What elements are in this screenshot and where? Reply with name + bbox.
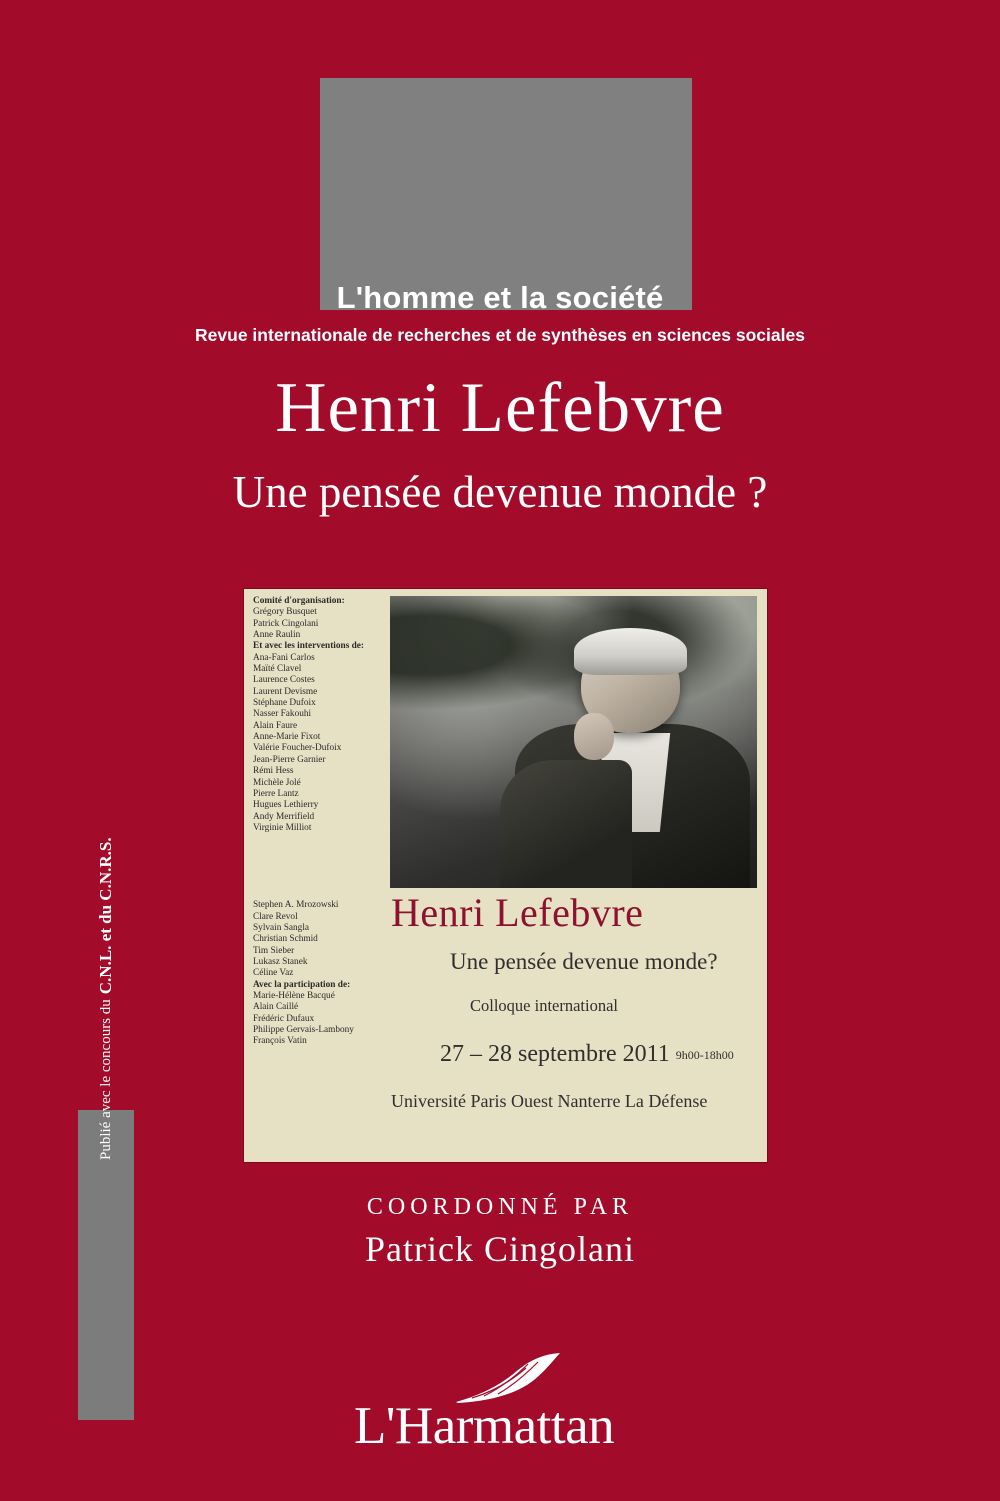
poster-title: Henri Lefebvre — [391, 890, 644, 935]
poster-speaker-name: Pierre Lantz — [253, 788, 299, 799]
poster-speaker-name: Sylvain Sangla — [253, 922, 310, 933]
cnrs-band-strong: C.N.L. et du C.N.R.S. — [96, 837, 115, 995]
journal-title: L'homme et la société — [336, 280, 664, 315]
poster-venue: Université Paris Ouest Nanterre La Défense — [391, 1091, 708, 1111]
poster-committee-name: Anne Raulin — [253, 630, 301, 641]
publisher-name: L'Harmattan — [354, 1397, 615, 1455]
poster-speaker-name: Nasser Fakouhi — [253, 709, 312, 720]
poster-speaker-name: Christian Schmid — [253, 934, 318, 945]
poster-dates-text: 27 – 28 septembre 2011 — [440, 1041, 670, 1067]
publisher-logo — [340, 1352, 670, 1462]
poster-speaker-name: Alain Faure — [253, 720, 298, 731]
coordinator-name: Patrick Cingolani — [365, 1229, 635, 1269]
poster-committee-heading: Comité d'organisation: — [253, 596, 345, 606]
poster-hours: 9h00-18h00 — [675, 1048, 734, 1062]
poster-name-list — [253, 596, 393, 1048]
poster-participant-name: Alain Caillé — [253, 1002, 299, 1013]
photo-hand — [574, 713, 614, 760]
poster-committee-name: Grégory Busquet — [253, 607, 317, 618]
poster-speaker-name: Valérie Foucher-Dufoix — [253, 743, 342, 754]
henri-lefebvre-photo — [390, 596, 757, 888]
poster-speakers-heading: Et avec les interventions de: — [253, 641, 365, 652]
poster-event-type: Colloque international — [470, 996, 619, 1015]
poster-speaker-name: Maïté Clavel — [253, 664, 302, 675]
poster-participant-name: Philippe Gervais-Lambony — [253, 1025, 354, 1035]
cnrs-band-line: Publié avec le concours du — [97, 999, 114, 1160]
coordination-label: COORDONNÉ PAR — [366, 1194, 634, 1220]
journal-subtitle: Revue internationale de recherches et de synthèses en sciences sociales — [195, 325, 805, 345]
poster-dates — [440, 1041, 734, 1068]
poster-participant-name: Marie-Hélène Bacqué — [253, 990, 335, 1001]
book-subtitle: Une pensée devenue monde ? — [232, 467, 768, 517]
poster-speaker-name: Lukasz Stanek — [253, 956, 308, 967]
poster-speaker-name: Michèle Jolé — [253, 777, 301, 788]
poster-speaker-name: Laurent Devisme — [253, 686, 318, 697]
cnrs-side-band-text — [78, 837, 134, 1166]
poster-committee-name: Patrick Cingolani — [253, 618, 319, 629]
journal-header-block — [320, 78, 692, 310]
poster-participation-heading: Avec la participation de: — [253, 979, 351, 990]
poster-speaker-name: Andy Merrifield — [253, 811, 315, 822]
poster-speaker-name: Laurence Costes — [253, 675, 315, 686]
conference-poster-image — [244, 589, 767, 1162]
poster-speaker-name: Jean-Pierre Garnier — [253, 754, 326, 765]
photo-hair — [574, 628, 688, 675]
book-title: Henri Lefebvre — [275, 369, 725, 447]
poster-speaker-name: Stephen A. Mrozowski — [253, 900, 339, 911]
poster-speaker-name: Tim Sieber — [253, 945, 295, 956]
poster-speaker-name: Céline Vaz — [253, 968, 294, 979]
poster-speaker-name: Virginie Milliot — [253, 822, 312, 833]
poster-speaker-name: Clare Revol — [253, 911, 298, 922]
poster-speaker-name: Hugues Lethierry — [253, 800, 319, 811]
poster-participant-name: Frédéric Dufaux — [253, 1013, 315, 1024]
poster-subtitle: Une pensée devenue monde? — [450, 949, 718, 974]
poster-speaker-name: Anne-Marie Fixot — [253, 732, 321, 743]
photo-arm — [500, 760, 632, 888]
poster-speaker-name: Stéphane Dufoix — [253, 698, 316, 709]
poster-participant-name: François Vatin — [253, 1036, 307, 1047]
poster-speaker-name: Ana-Fani Carlos — [253, 652, 315, 663]
poster-speaker-name: Rémi Hess — [253, 766, 294, 777]
